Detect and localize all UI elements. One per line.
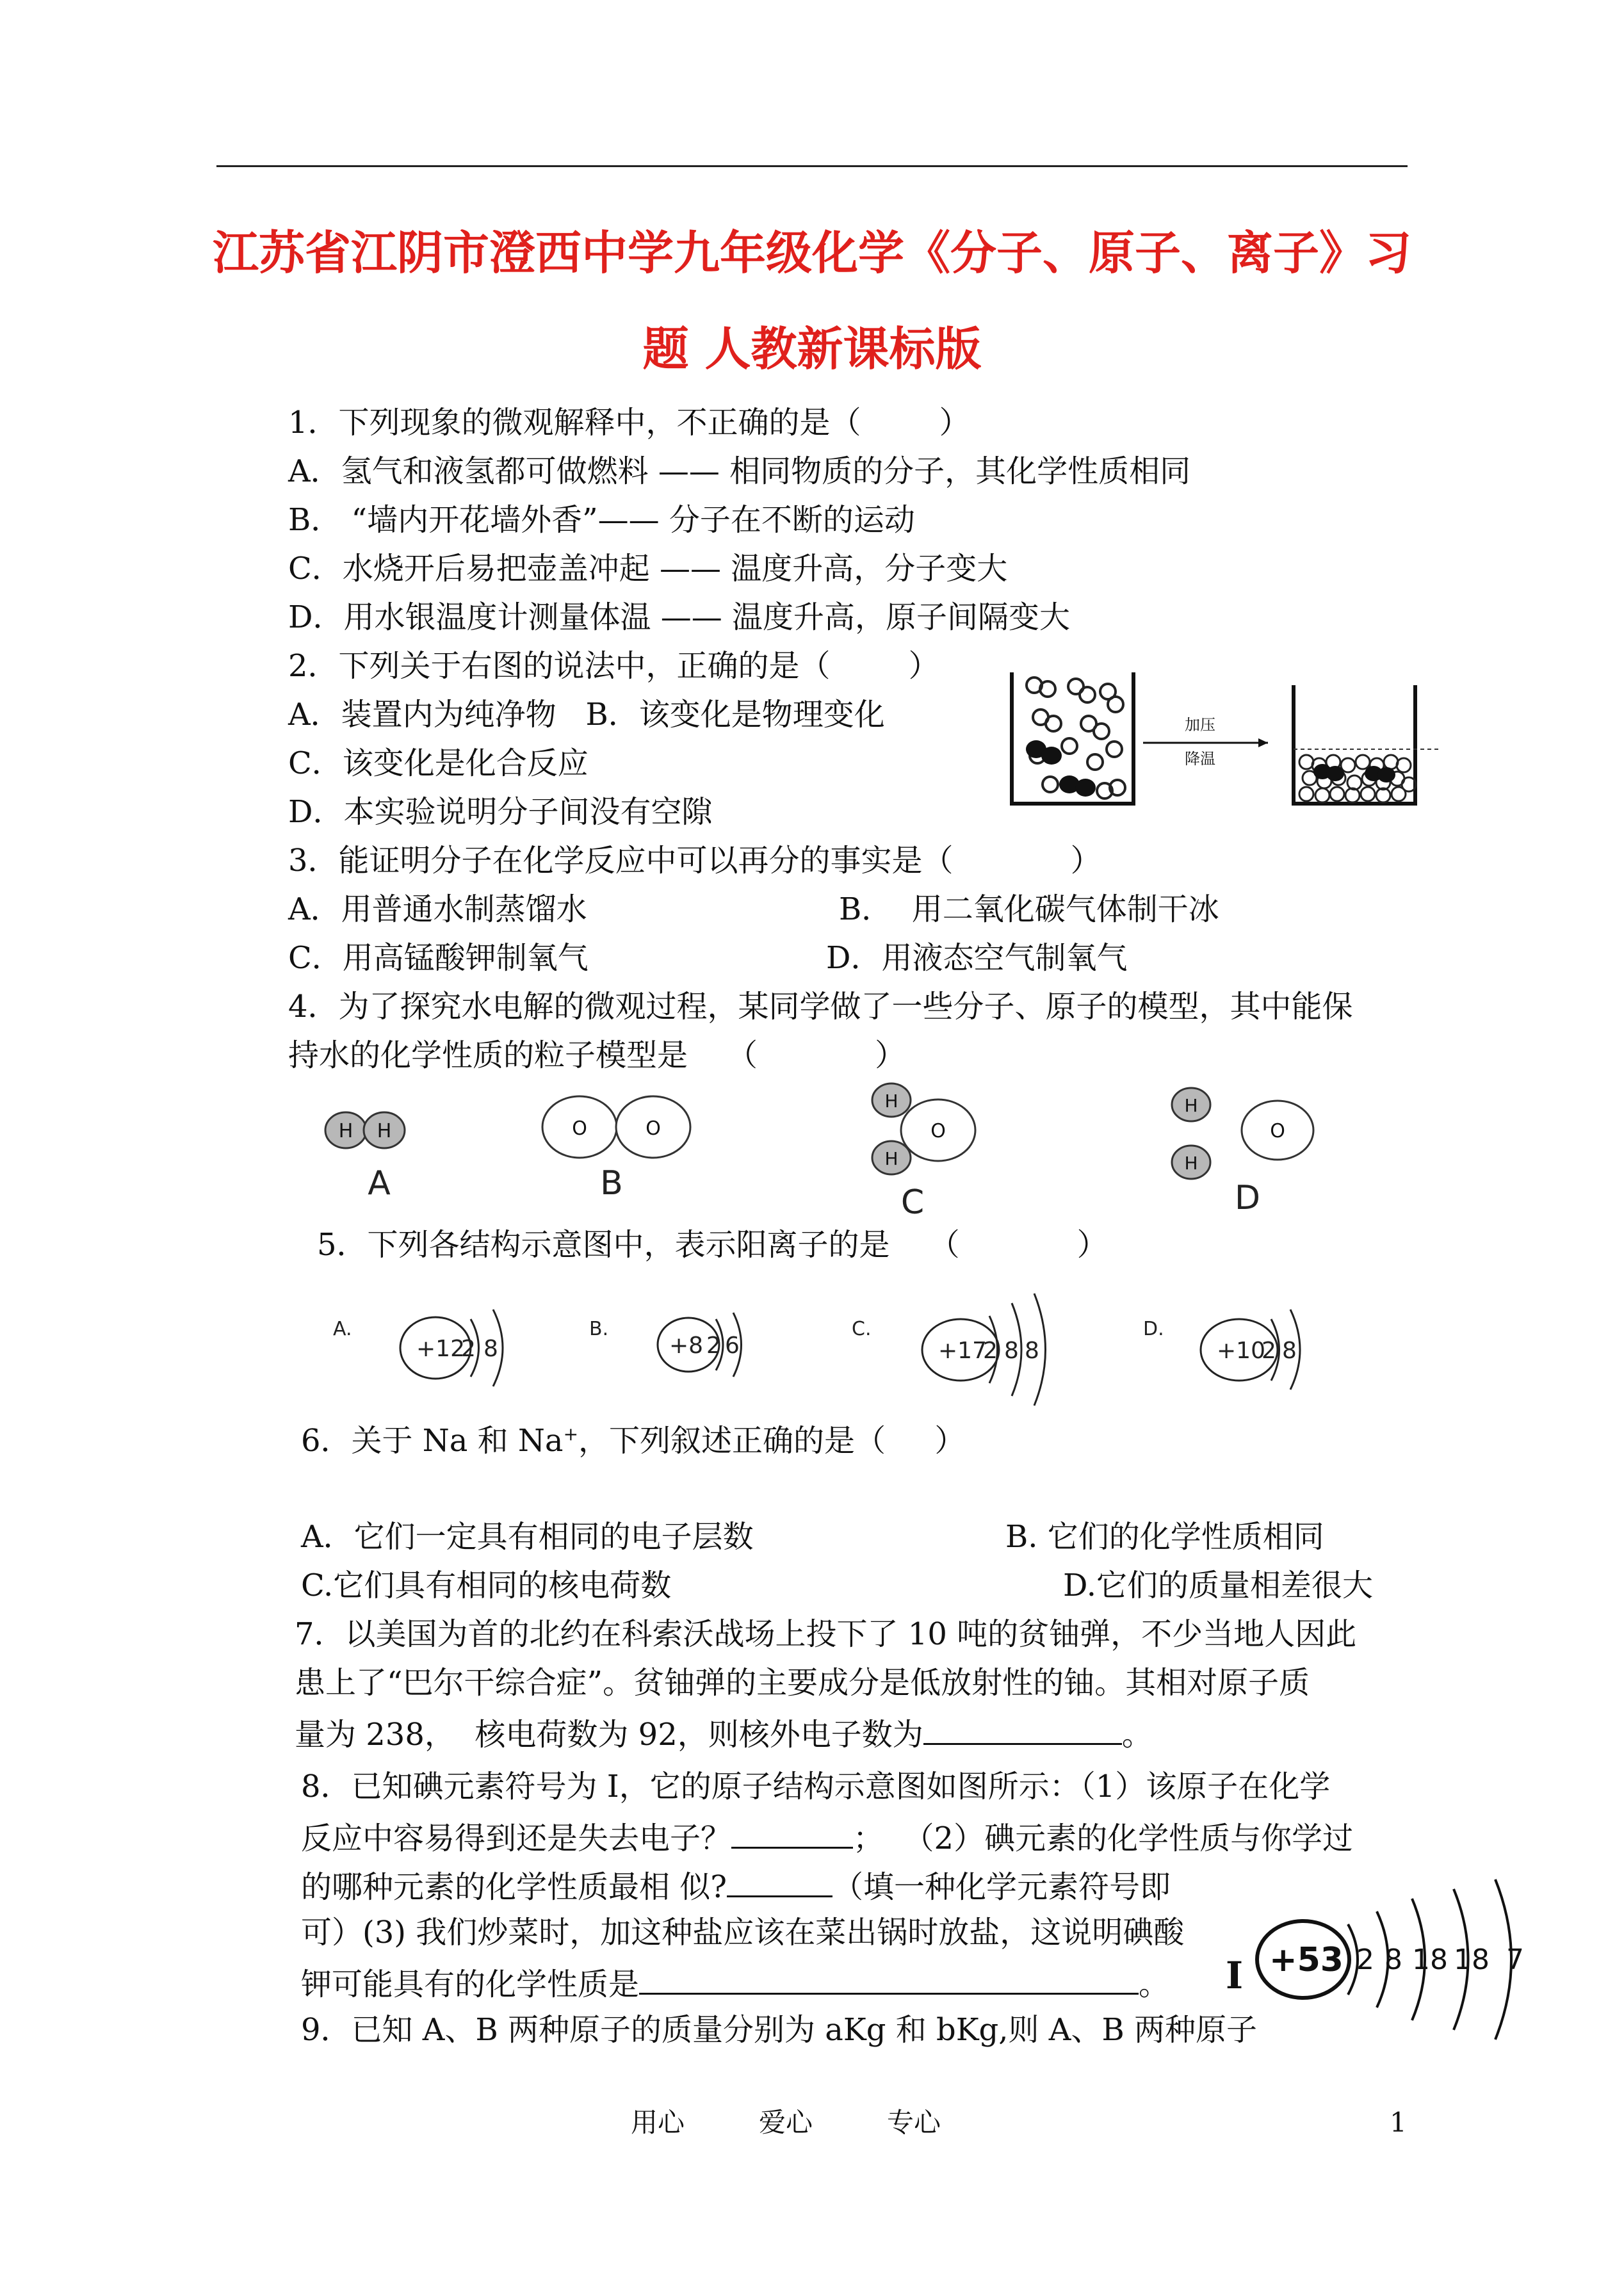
atom-o-label: O xyxy=(646,1117,661,1140)
q3-option-d: D．用液态空气制氧气 xyxy=(826,940,1128,976)
q7-line3: 量为 238， 核电荷数为 92，则核外电子数为 。 xyxy=(295,1712,1153,1754)
q1-option-a: A．氢气和液氢都可做燃料 —— 相同物质的分子，其化学性质相同 xyxy=(288,453,1191,489)
arrow-label-top: 加压 xyxy=(1185,716,1215,734)
shell-electrons: 6 xyxy=(725,1333,740,1359)
answer-blank[interactable] xyxy=(923,1712,1122,1745)
shell-electrons: 2 xyxy=(1262,1338,1276,1364)
q8-line2: 反应中容易得到还是失去电子？ ； （2）碘元素的化学性质与你学过 xyxy=(301,1816,1353,1858)
q1-stem: 1．下列现象的微观解释中，不正确的是（ ） xyxy=(288,405,970,441)
q3-option-a: A．用普通水制蒸馏水 xyxy=(288,891,587,927)
iodine-atom-structure xyxy=(1217,1870,1550,2062)
model-label-a: A xyxy=(368,1164,391,1203)
q6-stem: 6．关于 Na 和 Na+，下列叙述正确的是（ ） xyxy=(301,1423,966,1459)
shell-electrons: 7 xyxy=(1506,1943,1524,1976)
structure-label-c: C. xyxy=(852,1318,872,1340)
q7-line2: 患上了“巴尔干综合症”。贫铀弹的主要成分是低放射性的铀。其相对原子质 xyxy=(295,1665,1310,1701)
q8-line4: 可）(3) 我们炒菜时，加这种盐应该在菜出锅时放盐，这说明碘酸 xyxy=(301,1915,1185,1950)
answer-blank[interactable] xyxy=(731,1816,853,1849)
q1-option-d: D．用水银温度计测量体温 —— 温度升高，原子间隔变大 xyxy=(288,599,1071,635)
q3-option-b: B． 用二氧化碳气体制干冰 xyxy=(839,891,1219,927)
atom-h-label: H xyxy=(338,1120,353,1142)
nucleus-charge: +53 xyxy=(1269,1941,1344,1979)
nucleus-charge: +17 xyxy=(938,1338,987,1364)
nucleus-charge: +8 xyxy=(669,1333,704,1359)
water-molecule-models xyxy=(307,1076,1332,1229)
structure-d xyxy=(1143,1310,1300,1390)
model-c-h2o xyxy=(872,1083,975,1222)
q9-line1: 9．已知 A、B 两种原子的质量分别为 aKg 和 bKg,则 A、B 两种原子 xyxy=(301,2012,1257,2048)
model-label-b: B xyxy=(600,1164,623,1203)
model-b-o2 xyxy=(542,1096,690,1203)
nucleus-charge: +12 xyxy=(416,1336,465,1362)
model-a-h2 xyxy=(325,1112,405,1203)
shell-electrons: 2 xyxy=(1356,1943,1374,1976)
answer-blank[interactable] xyxy=(727,1865,832,1897)
page-title-line2: 题 人教新课标版 xyxy=(642,321,982,376)
q2-option-c: C．该变化是化合反应 xyxy=(288,745,589,781)
model-label-c: C xyxy=(900,1183,925,1222)
page-number: 1 xyxy=(1390,2107,1407,2138)
atom-h-label: H xyxy=(884,1148,898,1169)
model-d-atoms xyxy=(1172,1088,1313,1217)
q5-stem: 5．下列各结构示意图中，表示阳离子的是 （ ） xyxy=(317,1227,1108,1263)
structure-b xyxy=(589,1313,742,1377)
structure-label-a: A. xyxy=(333,1318,352,1340)
element-symbol-i: I xyxy=(1226,1954,1244,1997)
q2-stem: 2．下列关于右图的说法中，正确的是（ ） xyxy=(288,648,939,684)
compression-diagram xyxy=(999,660,1447,813)
q6-option-a: A．它们一定具有相同的电子层数 xyxy=(301,1519,754,1555)
q1-option-c: C．水烧开后易把壶盖冲起 —— 温度升高，分子变大 xyxy=(288,551,1008,587)
q8-line3: 的哪种元素的化学性质最相 似? （填一种化学元素符号即 xyxy=(301,1865,1171,1906)
structure-a xyxy=(333,1310,503,1386)
q7-line1: 7．以美国为首的北约在科索沃战场上投下了 10 吨的贫铀弹，不少当地人因此 xyxy=(295,1616,1357,1652)
shell-electrons: 8 xyxy=(1282,1338,1297,1364)
q8-line5: 钾可能具有的化学性质是 。 xyxy=(301,1962,1169,2004)
page-title-line1: 江苏省江阴市澄西中学九年级化学《分子、原子、离子》习 xyxy=(212,225,1411,280)
shell-electrons: 8 xyxy=(1004,1338,1019,1364)
shell-electrons: 8 xyxy=(1025,1338,1039,1364)
answer-blank[interactable] xyxy=(639,1962,1139,1995)
shell-electrons: 2 xyxy=(461,1336,476,1362)
superscript-plus: + xyxy=(563,1423,579,1445)
shell-electrons: 2 xyxy=(706,1333,721,1359)
q3-stem: 3．能证明分子在化学反应中可以再分的事实是（ ） xyxy=(288,843,1101,879)
structure-c xyxy=(852,1293,1046,1406)
q1-option-b: B． “墙内开花墙外香”—— 分子在不断的运动 xyxy=(288,502,915,538)
atom-o-label: O xyxy=(572,1117,587,1140)
atom-o-label: O xyxy=(1270,1120,1285,1142)
structure-label-b: B. xyxy=(589,1318,609,1340)
q8-line1: 8．已知碘元素符号为 I，它的原子结构示意图如图所示：（1）该原子在化学 xyxy=(301,1769,1331,1804)
atom-o-label: O xyxy=(930,1120,946,1142)
q2-option-ab: A．装置内为纯净物 B．该变化是物理变化 xyxy=(288,697,885,733)
q4-stem-line2: 持水的化学性质的粒子模型是 （ ） xyxy=(288,1037,906,1073)
q6-option-d: D.它们的质量相差很大 xyxy=(1063,1568,1374,1603)
atom-h-label: H xyxy=(1184,1153,1198,1174)
nucleus-charge: +10 xyxy=(1217,1338,1265,1364)
atom-h-label: H xyxy=(1184,1095,1198,1116)
model-label-d: D xyxy=(1234,1179,1261,1217)
q4-stem-line1: 4．为了探究水电解的微观过程，某同学做了一些分子、原子的模型，其中能保 xyxy=(288,989,1353,1025)
arrow-label-bottom: 降温 xyxy=(1185,750,1215,768)
q6-option-c: C.它们具有相同的核电荷数 xyxy=(301,1568,672,1603)
q3-option-c: C．用高锰酸钾制氧气 xyxy=(288,940,589,976)
shell-electrons: 18 xyxy=(1454,1943,1490,1976)
footer-item-1: 用心 xyxy=(631,2107,685,2138)
top-rule xyxy=(216,165,1408,167)
shell-electrons: 18 xyxy=(1412,1943,1448,1976)
structure-label-d: D. xyxy=(1143,1318,1164,1340)
footer-item-3: 专心 xyxy=(887,2107,941,2138)
q2-option-d: D．本实验说明分子间没有空隙 xyxy=(288,794,713,830)
q6-option-b: B. 它们的化学性质相同 xyxy=(1005,1519,1324,1555)
shell-electrons: 8 xyxy=(483,1336,498,1362)
ion-structure-diagrams xyxy=(320,1281,1345,1409)
shell-electrons: 2 xyxy=(983,1338,998,1364)
footer-item-2: 爱心 xyxy=(759,2107,813,2138)
atom-h-label: H xyxy=(884,1091,898,1112)
shell-electrons: 8 xyxy=(1384,1943,1402,1976)
atom-h-label: H xyxy=(377,1120,392,1142)
